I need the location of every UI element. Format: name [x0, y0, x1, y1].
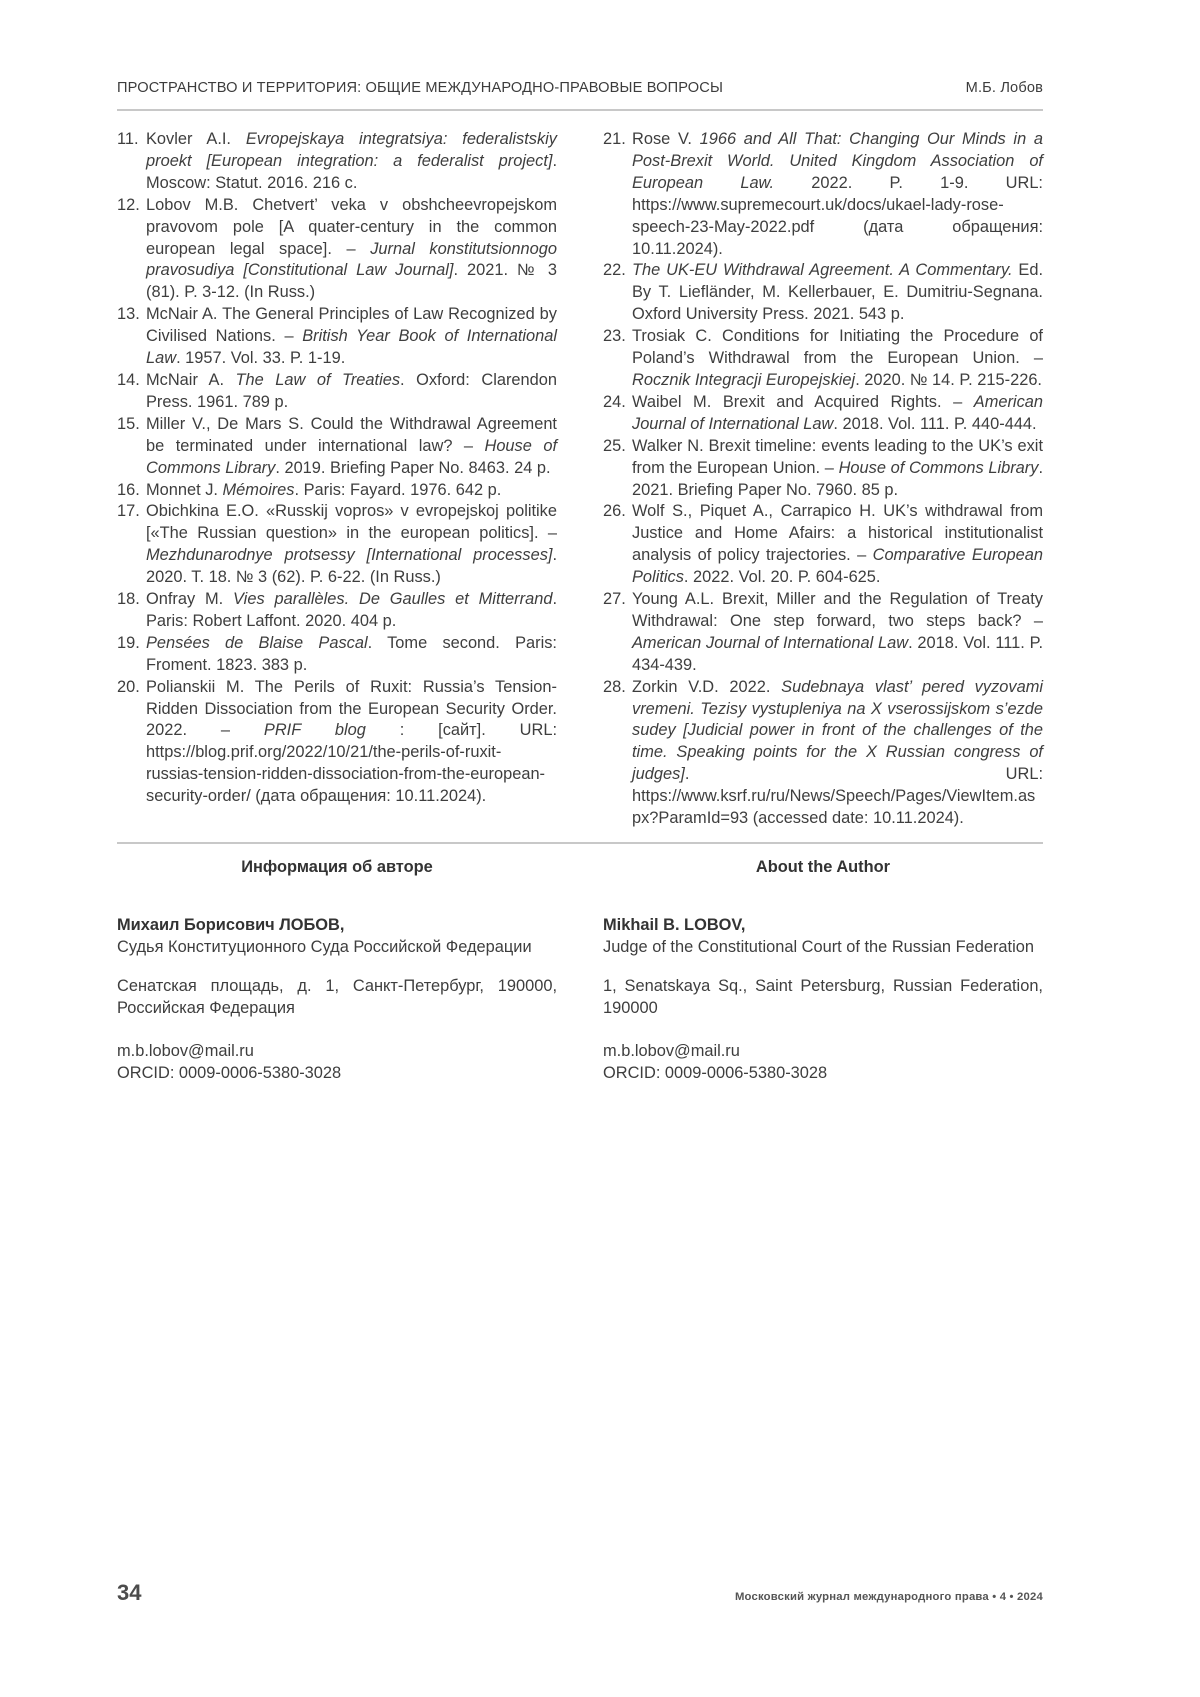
reference-item — [117, 501, 557, 589]
author-name-en: Mikhail B. LOBOV, — [603, 916, 746, 934]
reference-text-italic: House of Commons Library — [838, 458, 1039, 477]
header-divider-rule — [117, 109, 1043, 111]
reference-text: Zorkin V.D. 2022. — [632, 677, 782, 696]
reference-text: . Paris: Fayard. 1976. 642 p. — [294, 480, 502, 499]
reference-text: Miller V., De Mars S. Could the Withdrawal Agreement be terminated under international law? – — [146, 414, 557, 455]
reference-item — [117, 129, 557, 195]
reference-text: . 2021. № 3 (81). P. 3-12. (In Russ.) — [146, 261, 557, 302]
reference-text-italic: American Journal of International Law — [632, 633, 909, 652]
references-column-left — [117, 129, 557, 830]
reference-text-italic: Rocznik Integracji Europejskiej — [632, 370, 856, 389]
author-title-ru: Судья Конституционного Суда Российской Федерации — [117, 938, 532, 956]
reference-number: 20. — [117, 677, 140, 696]
reference-item — [117, 480, 557, 502]
reference-text-italic: The Law of Treaties — [235, 370, 401, 389]
reference-text: . 2018. Vol. 111. P. 440-444. — [833, 414, 1037, 433]
reference-item — [117, 633, 557, 677]
author-email-ru: m.b.lobov@mail.ru — [117, 1042, 254, 1060]
reference-text: . URL: https://www.ksrf.ru/ru/News/Speech/Pages/ViewItem.aspx?ParamId=93 (accessed date: 10.11.2024). — [632, 765, 1043, 828]
author-orcid-en: ORCID: 0009-0006-5380-3028 — [603, 1064, 828, 1082]
reference-number: 24. — [603, 392, 626, 411]
reference-number: 27. — [603, 590, 626, 609]
reference-text: . Paris: Robert Laffont. 2020. 404 p. — [146, 590, 557, 630]
reference-text-italic: Vies parallèles. De Gaulles et Mitterrand — [233, 590, 553, 609]
reference-number: 19. — [117, 633, 140, 652]
references-column-right — [603, 129, 1043, 830]
reference-text-italic: 1966 and All That: Changing Our Minds in a Post-Brexit World. United Kingdom Association of European Law. — [632, 130, 1043, 192]
reference-item — [117, 304, 557, 370]
reference-item — [603, 392, 1043, 436]
reference-text-italic: PRIF blog — [263, 721, 366, 740]
reference-text: . 2022. Vol. 20. P. 604-625. — [683, 568, 881, 587]
reference-item — [117, 414, 557, 480]
journal-footer-line: Московский журнал международного права • 4 • 2024 — [734, 1591, 1043, 1603]
references-list — [117, 129, 1043, 830]
reference-item — [603, 129, 1043, 260]
author-info-section — [117, 856, 1043, 1084]
reference-text: Polianskii M. The Perils of Ruxit: Russia’s Tension-Ridden Dissociation from the European Security Order. 2022. – — [146, 677, 557, 740]
reference-item — [603, 260, 1043, 326]
reference-text: Ed. By T. Liefländer, M. Kellerbauer, E. Dumitriu-Segnana. Oxford University Press. 2021. 543 p. — [632, 261, 1044, 324]
reference-text: Trosiak C. Conditions for Initiating the Procedure of Poland’s Withdrawal from the European Union. – — [632, 327, 1043, 368]
reference-item — [117, 370, 557, 414]
reference-text: McNair A. — [146, 370, 236, 389]
reference-number: 22. — [603, 261, 626, 280]
reference-text: Wolf S., Piquet A., Carrapico H. UK’s withdrawal from Justice and Home Afairs: a historical institutionalist analysis of policy trajectories. – — [632, 502, 1043, 565]
reference-item — [603, 326, 1043, 392]
reference-text: . 2018. Vol. 111. P. 434-439. — [632, 633, 1043, 674]
author-info-english — [603, 856, 1043, 1084]
reference-text-italic: American Journal of International Law — [632, 392, 1043, 433]
reference-number: 23. — [603, 327, 626, 346]
reference-item — [603, 501, 1043, 589]
reference-text: . Tome second. Paris: Froment. 1823. 383 p. — [146, 633, 557, 674]
reference-number: 15. — [117, 414, 140, 433]
reference-text: . 1957. Vol. 33. P. 1-19. — [176, 349, 346, 368]
reference-text-italic: The UK-EU Withdrawal Agreement. A Commentary. — [632, 261, 1013, 280]
reference-text-italic: British Year Book of International Law — [146, 327, 558, 368]
reference-text-italic: Jurnal konstitutsionnogo pravosudiya [Constitutional Law Journal] — [146, 239, 557, 280]
reference-text: Onfray M. — [146, 590, 234, 609]
reference-text: . 2019. Briefing Paper No. 8463. 24 p. — [275, 458, 551, 477]
reference-item — [603, 589, 1043, 677]
reference-number: 28. — [603, 677, 626, 696]
reference-number: 25. — [603, 436, 626, 455]
reference-text: McNair A. The General Principles of Law Recognized by Civilised Nations. – — [146, 305, 557, 346]
reference-text-italic: Sudebnaya vlast’ pered vyzovami vremeni. Tezisy vystupleniya na X vserossijskom s’ezde sudey [Judicial power in front of the challenges of the time. Speaking points for the X Russian congress of judges] — [632, 677, 1043, 784]
reference-item — [603, 436, 1043, 502]
author-info-heading-ru: Информация об авторе — [241, 858, 433, 876]
reference-text: . Oxford: Clarendon Press. 1961. 789 p. — [146, 370, 557, 411]
reference-item — [603, 677, 1043, 830]
reference-text: Monnet J. — [146, 480, 223, 499]
author-address-en: 1, Senatskaya Sq., Saint Petersburg, Russian Federation, 190000 — [603, 977, 1043, 1017]
author-orcid-ru: ORCID: 0009-0006-5380-3028 — [117, 1064, 342, 1082]
reference-text: 2022. P. 1-9. URL: https://www.supremecourt.uk/docs/ukael-lady-rose-speech-23-May-2022.pdf (дата обращения: 10.11.2024). — [632, 173, 1043, 258]
reference-text: . 2020. № 14. P. 215-226. — [855, 370, 1042, 389]
reference-number: 11. — [117, 130, 139, 148]
reference-item — [117, 677, 557, 808]
reference-text: Obichkina E.O. «Russkij vopros» v evropejskoj politike [«The Russian question» in the european politics]. – — [146, 502, 557, 543]
reference-number: 14. — [117, 370, 140, 389]
author-info-russian — [117, 856, 557, 1084]
reference-text: . Moscow: Statut. 2016. 216 c. — [146, 151, 557, 192]
author-title-en: Judge of the Constitutional Court of the Russian Federation — [603, 938, 1034, 956]
reference-text: Lobov M.B. Chetvert’ veka v obshcheevropejskom pravovom pole [A quater-century in the common european legal space]. – — [146, 195, 557, 258]
reference-number: 18. — [117, 590, 140, 609]
reference-text-italic: Mémoires — [222, 480, 295, 499]
reference-number: 16. — [117, 480, 140, 499]
reference-text: . 2021. Briefing Paper No. 7960. 85 p. — [632, 458, 1044, 499]
reference-number: 13. — [117, 305, 140, 324]
reference-text: Young A.L. Brexit, Miller and the Regulation of Treaty Withdrawal: One step forward, two steps back? – — [632, 590, 1043, 630]
reference-number: 21. — [603, 130, 626, 148]
reference-text-italic: Evropejskaya integratsiya: federalistskiy proekt [European integration: a federalist project] — [146, 130, 557, 170]
reference-text-italic: House of Commons Library — [146, 436, 557, 477]
reference-text: Kovler A.I. — [146, 130, 246, 148]
author-info-heading-en: About the Author — [755, 858, 891, 876]
reference-number: 17. — [117, 502, 140, 521]
author-address-ru: Сенатская площадь, д. 1, Санкт-Петербург, 190000, Российская Федерация — [117, 977, 557, 1017]
reference-number: 26. — [603, 502, 626, 521]
reference-text: : [сайт]. URL: https://blog.prif.org/2022/10/21/the-perils-of-ruxit-russias-tension-ridden-dissociation-from-the-european-security-order/ (дата обращения: 10.11.2024). — [146, 721, 557, 806]
reference-text: Rose V. — [632, 130, 700, 148]
page-number: 34 — [117, 1580, 142, 1605]
reference-text-italic: Pensées de Blaise Pascal — [146, 633, 368, 652]
author-name-ru: Михаил Борисович ЛОБОВ, — [117, 916, 345, 934]
reference-text-italic: Mezhdunarodnye protsessy [International processes] — [146, 546, 553, 565]
author-email-en: m.b.lobov@mail.ru — [603, 1042, 740, 1060]
reference-item — [117, 195, 557, 305]
running-head-author: М.Б. Лобов — [965, 80, 1043, 96]
author-section-divider-rule — [117, 842, 1043, 844]
reference-text: . 2020. T. 18. № 3 (62). P. 6-22. (In Russ.) — [146, 546, 557, 587]
reference-text: Waibel M. Brexit and Acquired Rights. – — [632, 392, 974, 411]
reference-text-italic: Comparative European Politics — [632, 546, 1044, 587]
running-head — [117, 80, 1043, 96]
reference-number: 12. — [117, 195, 140, 214]
reference-item — [117, 589, 557, 633]
reference-text: Walker N. Brexit timeline: events leading to the UK’s exit from the European Union. – — [632, 436, 1043, 477]
running-head-section-title: ПРОСТРАНСТВО И ТЕРРИТОРИЯ: ОБЩИЕ МЕЖДУНАРОДНО-ПРАВОВЫЕ ВОПРОСЫ — [117, 80, 724, 96]
